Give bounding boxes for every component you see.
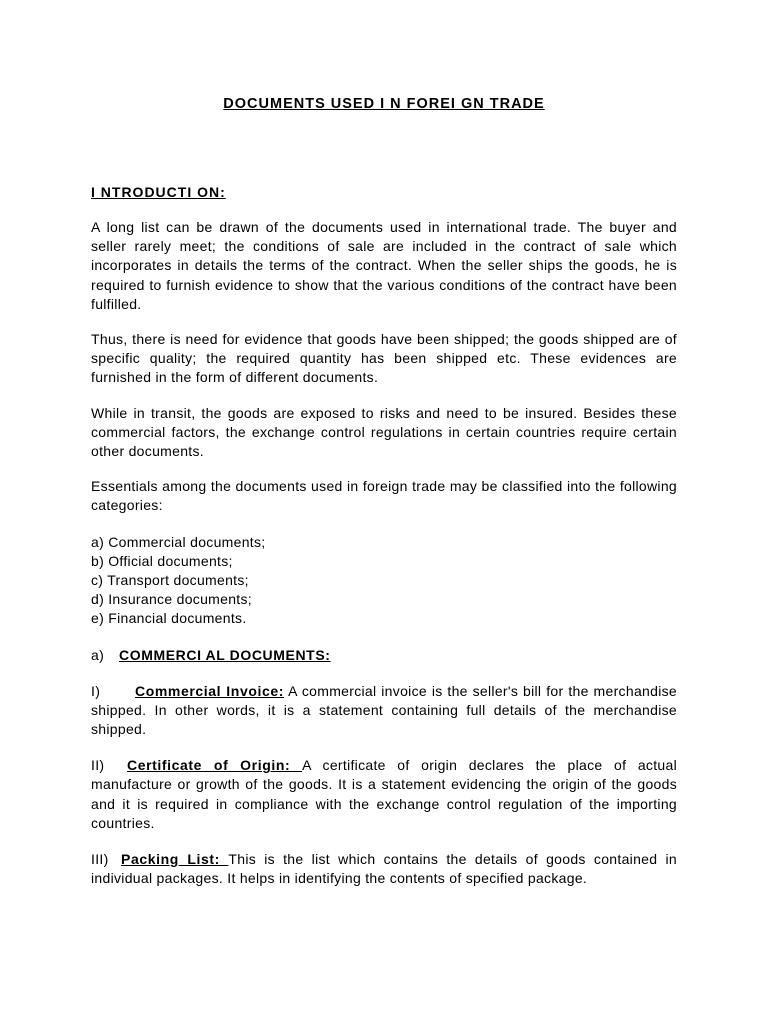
paragraph-1: A long list can be drawn of the documents used in international trade. The buyer and seller rarely meet; the conditions of sale are included in the contract of sale which incorporates in details the terms of the contract. When the seller ships the goods, he is required to furnish evidence to show that the various conditions of the contract have been fulfilled. (91, 219, 677, 312)
item-numeral: I) (91, 682, 101, 699)
document-page (91, 94, 677, 888)
item-term: Commercial Invoice: (135, 682, 285, 699)
section-marker: a) (91, 646, 105, 663)
categories-list (91, 533, 677, 629)
item-text: A commercial invoice is the seller's bill for the merchandise shipped. In other words, it is a statement containing full details of the merchandise shipped. (91, 682, 677, 738)
category-item: e) Financial documents. (91, 610, 247, 627)
category-item: d) Insurance documents; (91, 591, 252, 608)
category-item: c) Transport documents; (91, 572, 249, 589)
document-title: DOCUMENTS USED I N FOREI GN TRADE (223, 96, 545, 112)
item-numeral: II) (91, 757, 105, 774)
section-title: COMMERCI AL DOCUMENTS: (119, 646, 331, 663)
item-term: Packing List: (121, 851, 229, 868)
introduction-heading: I NTRODUCTI ON: (91, 184, 226, 200)
item-certificate-of-origin (91, 756, 677, 833)
item-numeral: III) (91, 851, 109, 868)
section-a-heading (91, 645, 677, 665)
paragraph-4: Essentials among the documents used in foreign trade may be classified into the following categories: (91, 478, 677, 514)
item-term: Certificate of Origin: (127, 757, 303, 774)
category-item: a) Commercial documents; (91, 533, 266, 550)
paragraph-3: While in transit, the goods are exposed to risks and need to be insured. Besides these commercial factors, the exchange control regulations in certain countries require certain other documents. (91, 404, 677, 460)
item-text: This is the list which contains the details of goods contained in individual packages. It helps in identifying the contents of specified package. (91, 851, 678, 887)
item-commercial-invoice (91, 682, 677, 740)
paragraph-2: Thus, there is need for evidence that goods have been shipped; the goods shipped are of specific quality; the required quantity has been shipped etc. These evidences are furnished in the form of different documents. (91, 331, 677, 386)
item-text: A certificate of origin declares the place of actual manufacture or growth of the goods. It is a statement evidencing the origin of the goods and it is required in compliance with the exchange control regulation of the importing countries. (91, 757, 677, 831)
category-item: b) Official documents; (91, 552, 233, 569)
item-packing-list (91, 850, 677, 888)
